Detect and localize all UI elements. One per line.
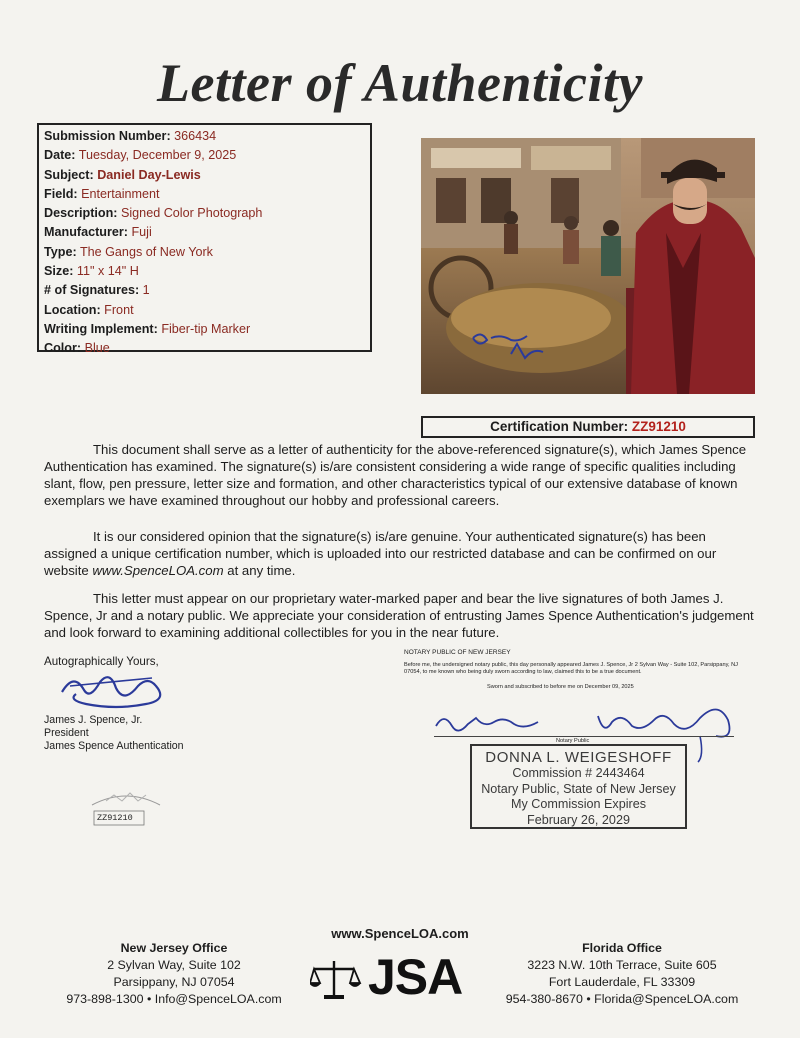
- detail-value: Daniel Day-Lewis: [97, 167, 201, 182]
- fl-office-contact: [496, 991, 748, 1008]
- detail-label: Submission Number:: [44, 129, 171, 143]
- certification-number-box: [421, 416, 755, 438]
- detail-field: [44, 185, 370, 204]
- detail-label: # of Signatures:: [44, 283, 140, 298]
- signoff-details: [44, 714, 184, 753]
- notary-stamp: [470, 744, 687, 829]
- detail-submission-number: [44, 127, 370, 146]
- detail-label: Manufacturer:: [44, 225, 128, 240]
- stamp-name: DONNA L. WEIGESHOFF: [485, 749, 672, 766]
- nj-office-address-2: Parsippany, NJ 07054: [113, 975, 235, 989]
- detail-label: Subject:: [44, 167, 94, 182]
- website-link[interactable]: www.SpenceLOA.com: [92, 563, 224, 578]
- detail-value: Signed Color Photograph: [120, 206, 263, 221]
- fl-office-heading: Florida Office: [582, 941, 662, 955]
- paragraph-examination: [44, 441, 756, 509]
- detail-description: [44, 204, 370, 223]
- jsa-logo: [310, 949, 490, 1005]
- detail-label: Field:: [44, 186, 78, 201]
- certification-label: Certification Number:: [490, 419, 629, 434]
- fl-office-address-2: Fort Lauderdale, FL 33309: [548, 975, 696, 989]
- detail-signature-count: [44, 281, 370, 300]
- footer-website[interactable]: www.SpenceLOA.com: [331, 926, 469, 941]
- logo-text: JSA: [368, 949, 463, 1005]
- detail-value: 11" x 14" H: [76, 264, 139, 279]
- fl-office-email[interactable]: Florida@SpenceLOA.com: [594, 992, 739, 1006]
- detail-value: Fuji: [131, 225, 152, 240]
- nj-office-contact: [40, 991, 308, 1008]
- detail-value: 1: [142, 283, 150, 298]
- detail-label: Size:: [44, 264, 74, 279]
- detail-value: Blue: [84, 341, 110, 356]
- notary-heading: NOTARY PUBLIC OF NEW JERSEY: [404, 649, 511, 656]
- nj-office-heading: New Jersey Office: [120, 941, 228, 955]
- detail-label: Type:: [44, 244, 77, 259]
- detail-value: Fiber-tip Marker: [161, 321, 251, 336]
- notary-sworn: Sworn and subscribed to before me on December 09, 2025: [487, 684, 634, 690]
- detail-value: Tuesday, December 9, 2025: [78, 148, 237, 163]
- paragraph-text-part: It is our considered opinion that the signature(s) is/are genuine. Your authenticated signature(s) has been assigned a unique certification number, which is uploaded into our restricted database and can be confirmed on our website: [44, 529, 717, 578]
- notary-signature-line: [434, 736, 734, 737]
- nj-office-phone: 973-898-1300: [66, 992, 144, 1006]
- paragraph-text: This document shall serve as a letter of authenticity for the above-referenced signature(s), which James Spence Authentication has examined. The signature(s) is/are consistent considering a wide range of specific qualities including slant, flow, pen pressure, letter size and formation, and other characteristics typical of our extensive database of known exemplars we have examined throughout our hobby and professional careers.: [44, 442, 747, 508]
- photograph-scene: [421, 138, 755, 394]
- detail-label: Writing Implement:: [44, 321, 158, 336]
- detail-manufacturer: [44, 223, 370, 242]
- paragraph-text: [44, 528, 756, 579]
- detail-label: Color:: [44, 341, 82, 356]
- stamp-commission: Commission # 2443464: [512, 766, 645, 780]
- stamp-expires-date: February 26, 2029: [527, 812, 630, 827]
- nj-office-email[interactable]: Info@SpenceLOA.com: [154, 992, 282, 1006]
- footer-nj-office: [40, 940, 308, 1008]
- notary-signature-label: Notary Public: [556, 738, 590, 744]
- detail-writing-implement: [44, 320, 370, 339]
- detail-size: [44, 262, 370, 281]
- hologram-sticker: [86, 787, 166, 827]
- detail-label: Date:: [44, 148, 76, 163]
- detail-subject: [44, 166, 370, 185]
- detail-value: The Gangs of New York: [79, 244, 213, 259]
- signer-position: President: [44, 727, 89, 739]
- detail-location: [44, 301, 370, 320]
- paragraph-watermark: [44, 590, 756, 641]
- certification-number: ZZ91210: [631, 419, 686, 434]
- paragraph-text-part: at any time.: [223, 563, 296, 578]
- stamp-expires-label: My Commission Expires: [510, 797, 647, 811]
- detail-value: Entertainment: [81, 186, 160, 201]
- paragraph-text: This letter must appear on our proprietary water-marked paper and bear the live signatures of both James J. Spence, Jr and a notary public. We appreciate your consideration of entrusting James Spence Authentication's judgement and look forward to examining additional collectibles for you in the near future.: [44, 591, 754, 640]
- signer-name: James J. Spence, Jr.: [44, 714, 143, 726]
- notary-text: Before me, the undersigned notary public, this day personally appeared James J. Spence, Jr 2 Sylvan Way - Suite 102, Parsippany, NJ 07054, to me known who being duly sworn according to law, claimed this to be a true document.: [404, 662, 738, 675]
- detail-label: Location:: [44, 302, 101, 317]
- spence-signature: [56, 664, 176, 714]
- detail-color: [44, 339, 370, 358]
- signer-company: James Spence Authentication: [44, 740, 184, 752]
- signoff-closing: Autographically Yours,: [44, 655, 159, 668]
- detail-type: [44, 243, 370, 262]
- fl-office-phone: 954-380-8670: [505, 992, 583, 1006]
- submission-details-box: [37, 123, 372, 356]
- detail-date: [44, 146, 370, 165]
- detail-value: Front: [104, 302, 134, 317]
- bullet-separator: •: [146, 992, 152, 1006]
- paragraph-opinion: [44, 528, 756, 579]
- fl-office-address-1: 3223 N.W. 10th Terrace, Suite 605: [527, 958, 717, 972]
- detail-value: 366434: [174, 129, 217, 143]
- stamp-state: Notary Public, State of New Jersey: [481, 781, 676, 796]
- footer-fl-office: [496, 940, 748, 1008]
- signed-photograph: [421, 138, 755, 394]
- letter-title: Letter of Authenticity: [157, 53, 643, 113]
- nj-office-address-1: 2 Sylvan Way, Suite 102: [107, 958, 241, 972]
- hologram-number: ZZ91210: [97, 813, 133, 823]
- detail-label: Description:: [44, 206, 118, 221]
- bullet-separator: •: [586, 992, 591, 1006]
- notary-statement: [404, 649, 749, 691]
